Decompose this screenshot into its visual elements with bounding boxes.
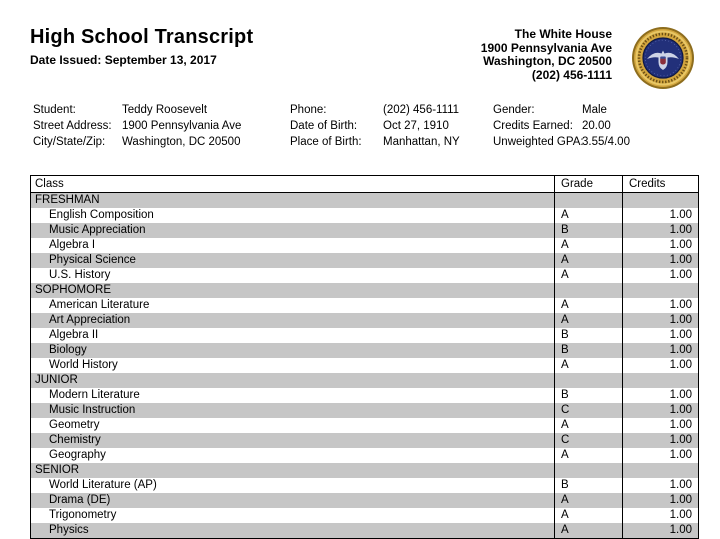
course-grade <box>555 463 623 478</box>
info-field-label: Student: <box>33 104 76 116</box>
course-row <box>31 328 699 343</box>
course-name: U.S. History <box>49 269 111 281</box>
course-credits <box>623 283 699 298</box>
course-grade: A <box>555 268 623 283</box>
course-grade <box>555 193 623 209</box>
course-grade: B <box>555 343 623 358</box>
course-row <box>31 343 699 358</box>
course-grade <box>555 283 623 298</box>
letterhead-line: Washington, DC 20500 <box>483 54 612 68</box>
course-credits: 1.00 <box>623 343 699 358</box>
course-grade: B <box>555 478 623 493</box>
course-name: English Composition <box>49 209 154 221</box>
course-name: Music Appreciation <box>49 224 146 236</box>
course-grade: A <box>555 313 623 328</box>
course-grade: B <box>555 388 623 403</box>
course-grade: A <box>555 358 623 373</box>
course-row <box>31 493 699 508</box>
course-credits: 1.00 <box>623 523 699 539</box>
year-label: JUNIOR <box>35 374 78 386</box>
presidential-seal-icon <box>630 25 696 91</box>
student-info-column <box>493 102 693 150</box>
course-credits: 1.00 <box>623 508 699 523</box>
info-field-label: Place of Birth: <box>290 136 362 148</box>
info-field-value: Oct 27, 1910 <box>383 120 449 132</box>
letterhead-line: 1900 Pennsylvania Ave <box>480 40 612 55</box>
course-grade: A <box>555 238 623 253</box>
course-credits: 1.00 <box>623 268 699 283</box>
info-field <box>33 134 290 150</box>
course-name: Chemistry <box>49 434 101 446</box>
info-field-label: Gender: <box>493 104 535 116</box>
course-row <box>31 238 699 253</box>
course-credits: 1.00 <box>623 298 699 313</box>
course-row <box>31 268 699 283</box>
course-grade: C <box>555 433 623 448</box>
info-field-value: Male <box>582 104 607 116</box>
course-row <box>31 253 699 268</box>
course-row <box>31 298 699 313</box>
info-field <box>33 118 290 134</box>
course-row <box>31 358 699 373</box>
course-credits: 1.00 <box>623 253 699 268</box>
course-name: Physical Science <box>49 254 136 266</box>
course-grade: B <box>555 328 623 343</box>
student-info-column <box>33 102 290 150</box>
transcript-table <box>30 175 699 539</box>
course-grade: A <box>555 418 623 433</box>
year-section-row <box>31 283 699 298</box>
course-credits <box>623 373 699 388</box>
course-row <box>31 208 699 223</box>
course-name: Physics <box>49 524 89 536</box>
course-credits: 1.00 <box>623 388 699 403</box>
course-credits: 1.00 <box>623 448 699 463</box>
course-name: Algebra II <box>49 329 99 341</box>
course-credits: 1.00 <box>623 403 699 418</box>
course-grade <box>555 373 623 388</box>
info-field-value: Washington, DC 20500 <box>122 136 241 148</box>
course-credits: 1.00 <box>623 358 699 373</box>
course-credits: 1.00 <box>623 493 699 508</box>
course-credits <box>623 463 699 478</box>
course-name: Art Appreciation <box>49 314 131 326</box>
course-name: World History <box>49 359 118 371</box>
letterhead-address <box>481 28 612 82</box>
course-row <box>31 433 699 448</box>
student-info-column <box>290 102 493 150</box>
info-field <box>290 118 493 134</box>
info-field-label: Street Address: <box>33 120 112 132</box>
info-field-value: (202) 456-1111 <box>383 104 460 116</box>
page-title: High School Transcript <box>30 26 254 48</box>
course-grade: A <box>555 508 623 523</box>
info-field <box>493 118 693 134</box>
course-row <box>31 223 699 238</box>
course-grade: A <box>555 298 623 313</box>
course-credits: 1.00 <box>623 328 699 343</box>
course-row <box>31 523 699 539</box>
year-label: FRESHMAN <box>35 194 100 206</box>
column-header-credits: Credits <box>623 176 699 193</box>
course-grade: A <box>555 448 623 463</box>
year-section-row <box>31 373 699 388</box>
date-issued-label: Date Issued: September 13, 2017 <box>30 53 217 67</box>
course-row <box>31 508 699 523</box>
course-name: World Literature (AP) <box>49 479 157 491</box>
course-name: Geography <box>49 449 106 461</box>
course-grade: A <box>555 208 623 223</box>
course-credits: 1.00 <box>623 223 699 238</box>
course-grade: C <box>555 403 623 418</box>
info-field <box>290 134 493 150</box>
course-credits: 1.00 <box>623 313 699 328</box>
info-field-value: 3.55/4.00 <box>582 136 630 148</box>
info-field-value: 1900 Pennsylvania Ave <box>122 120 242 132</box>
course-row <box>31 478 699 493</box>
info-field <box>290 102 493 118</box>
course-row <box>31 388 699 403</box>
info-field-label: Unweighted GPA: <box>493 136 584 148</box>
year-label: SENIOR <box>35 464 80 476</box>
info-field-label: City/State/Zip: <box>33 136 106 148</box>
table-header-row <box>31 176 699 193</box>
course-name: Geometry <box>49 419 100 431</box>
course-credits: 1.00 <box>623 478 699 493</box>
course-credits <box>623 193 699 209</box>
course-row <box>31 448 699 463</box>
course-name: Biology <box>49 344 87 356</box>
course-name: Modern Literature <box>49 389 140 401</box>
info-field-value: 20.00 <box>582 120 611 132</box>
transcript-table-body <box>31 193 699 539</box>
course-row <box>31 313 699 328</box>
year-section-row <box>31 193 699 209</box>
course-grade: A <box>555 523 623 539</box>
year-section-row <box>31 463 699 478</box>
info-field-label: Date of Birth: <box>290 120 358 132</box>
course-credits: 1.00 <box>623 238 699 253</box>
course-name: Trigonometry <box>49 509 117 521</box>
course-name: American Literature <box>49 299 150 311</box>
course-row <box>31 403 699 418</box>
info-field <box>493 102 693 118</box>
course-grade: B <box>555 223 623 238</box>
info-field-label: Phone: <box>290 104 327 116</box>
year-label: SOPHOMORE <box>35 284 112 296</box>
info-field <box>493 134 693 150</box>
column-header-class: Class <box>31 176 555 193</box>
student-info <box>33 102 693 150</box>
course-grade: A <box>555 253 623 268</box>
course-name: Music Instruction <box>49 404 136 416</box>
info-field-value: Teddy Roosevelt <box>122 104 208 116</box>
letterhead-line: (202) 456-1111 <box>531 67 612 82</box>
course-grade: A <box>555 493 623 508</box>
course-name: Drama (DE) <box>49 494 111 506</box>
course-row <box>31 418 699 433</box>
info-field <box>33 102 290 118</box>
course-name: Algebra I <box>49 239 96 251</box>
course-credits: 1.00 <box>623 208 699 223</box>
info-field-value: Manhattan, NY <box>383 136 460 148</box>
course-credits: 1.00 <box>623 418 699 433</box>
column-header-grade: Grade <box>555 176 623 193</box>
info-field-label: Credits Earned: <box>493 120 573 132</box>
course-credits: 1.00 <box>623 433 699 448</box>
letterhead-line: The White House <box>514 27 612 41</box>
